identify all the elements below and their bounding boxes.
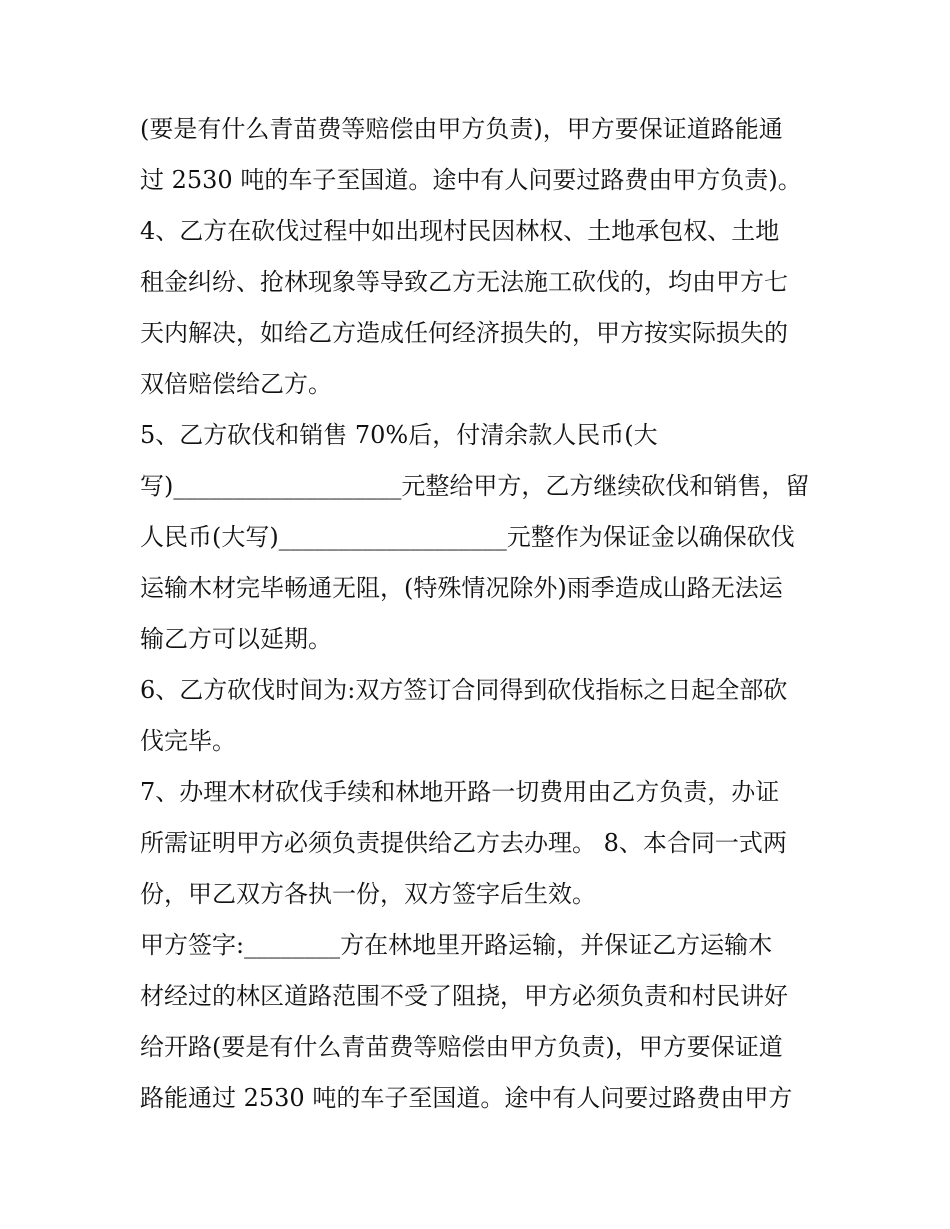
text-line: 份，甲乙双方各执一份，双方签字后生效。 xyxy=(140,880,596,908)
text-line: 租金纠纷、抢林现象等导致乙方无法施工砍伐的，均由甲方七 xyxy=(140,268,788,296)
text-line: 5、乙方砍伐和销售 70%后，付清余款人民币(大 xyxy=(140,421,658,449)
text-line: 给开路(要是有什么青苗费等赔偿由甲方负责)，甲方要保证道 xyxy=(140,1033,783,1061)
text-line: 4、乙方在砍伐过程中如出现村民因林权、土地承包权、土地 xyxy=(140,217,780,245)
text-line: 天内解决，如给乙方造成任何经济损失的，甲方按实际损失的 xyxy=(140,319,788,347)
text-line: 写)___________________元整给甲方，乙方继续砍伐和销售，留 xyxy=(140,472,810,500)
text-line: 7、办理木材砍伐手续和林地开路一切费用由乙方负责，办证 xyxy=(140,778,780,806)
text-line: (要是有什么青苗费等赔偿由甲方负责)，甲方要保证道路能通 xyxy=(140,115,783,143)
contract-text xyxy=(140,104,820,1124)
text-line: 伐完毕。 xyxy=(140,727,236,755)
text-line: 人民币(大写)___________________元整作为保证金以确保砍伐 xyxy=(140,523,795,551)
text-line: 6、乙方砍伐时间为:双方签订合同得到砍伐指标之日起全部砍 xyxy=(140,676,788,704)
text-line: 甲方签字:________方在林地里开路运输，并保证乙方运输木 xyxy=(140,931,773,959)
text-line: 材经过的林区道路范围不受了阻挠，甲方必须负责和村民讲好 xyxy=(140,982,788,1010)
text-line: 运输木材完毕畅通无阻，(特殊情况除外)雨季造成山路无法运 xyxy=(140,574,783,602)
text-line: 路能通过 2530 吨的车子至国道。途中有人问要过路费由甲方 xyxy=(140,1084,793,1112)
text-line: 输乙方可以延期。 xyxy=(140,625,332,653)
text-line: 双倍赔偿给乙方。 xyxy=(140,370,332,398)
text-line: 过 2530 吨的车子至国道。途中有人问要过路费由甲方负责)。 xyxy=(140,166,802,194)
text-line: 所需证明甲方必须负责提供给乙方去办理。 8、本合同一式两 xyxy=(140,829,787,857)
